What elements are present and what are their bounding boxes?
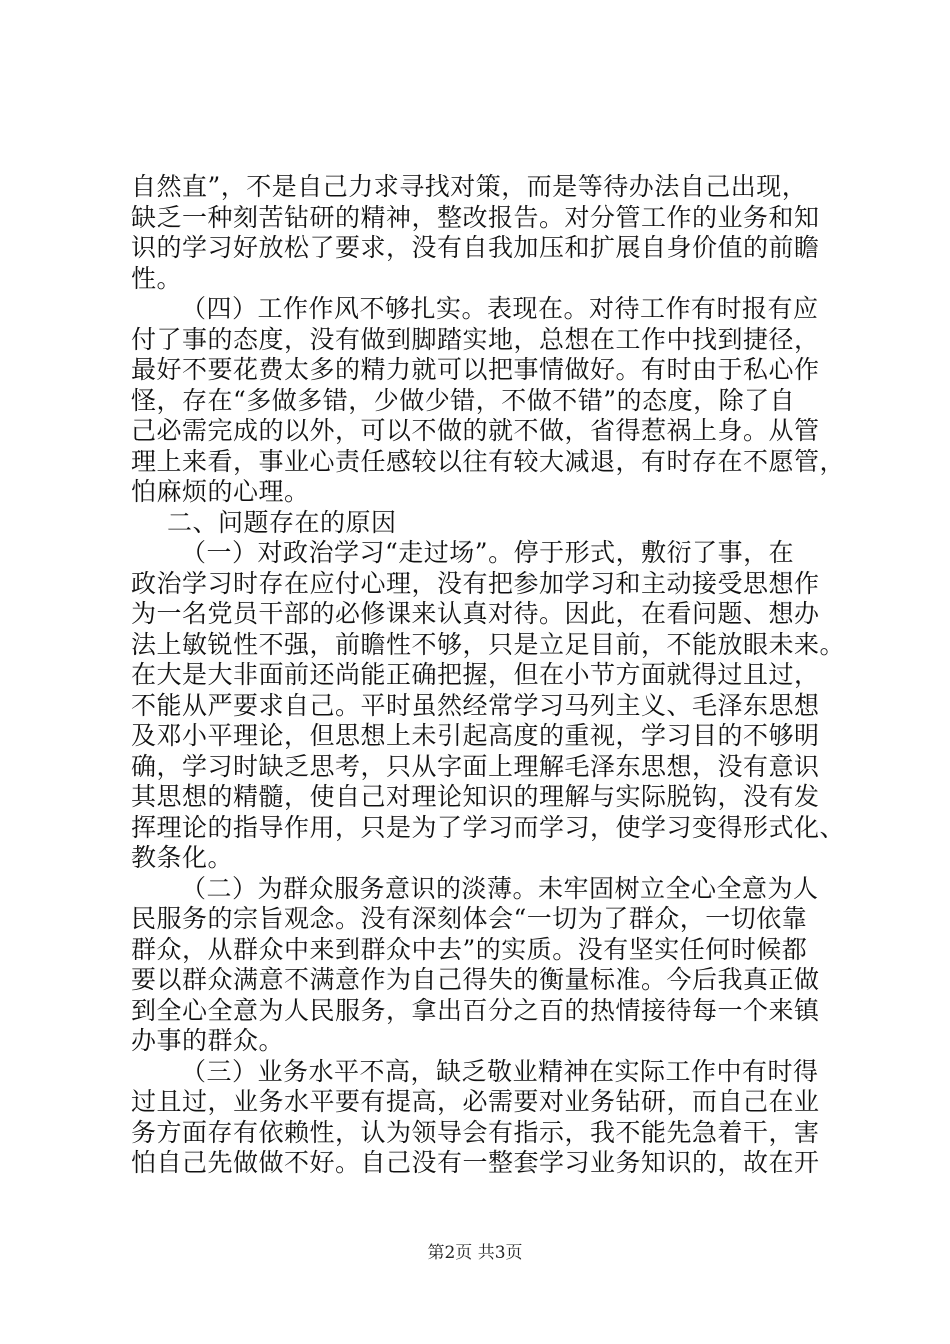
text-line: 务方面存有依赖性，认为领导会有指示，我不能先急着干，害 [131, 1117, 820, 1147]
text-line: 到全心全意为人民服务，拿出百分之百的热情接待每一个来镇 [131, 995, 820, 1025]
paragraph-start-line: （三）业务水平不高，缺乏敬业精神在实际工作中有时得 [181, 1056, 819, 1086]
paragraph-start-line: （一）对政治学习“走过场”。停于形式，敷衍了事，在 [181, 538, 795, 567]
text-line: 缺乏一种刻苦钻研的精神，整改报告。对分管工作的业务和知 [131, 202, 820, 232]
text-line: 群众，从群众中来到群众中去”的实质。没有坚实任何时候都 [131, 934, 808, 964]
text-line: 法上敏锐性不强，前瞻性不够，只是立足目前，不能放眼未来。 [131, 629, 846, 659]
text-line: 为一名党员干部的必修课来认真对待。因此，在看问题、想办 [131, 599, 820, 628]
document-body [131, 172, 846, 1179]
text-line: 怕麻烦的心理。 [131, 477, 310, 506]
text-line: 性。 [131, 263, 183, 293]
text-line: 怪，存在“多做多错，少做少错，不做不错”的态度，除了自 [131, 385, 796, 415]
text-line: 理上来看，事业心责任感较以往有较大减退，有时存在不愿管， [131, 446, 846, 476]
section-heading: 二、问题存在的原因 [167, 507, 397, 537]
text-line: 最好不要花费太多的精力就可以把事情做好。有时由于私心作 [131, 355, 820, 384]
text-line: 自然直”，不是自己力求寻找对策，而是等待办法自己出现， [131, 172, 808, 201]
text-line: 要以群众满意不满意作为自己得失的衡量标准。今后我真正做 [131, 965, 820, 994]
text-line: 其思想的精髓，使自己对理论知识的理解与实际脱钩，没有发 [131, 782, 820, 811]
text-line: 民服务的宗旨观念。没有深刻体会“一切为了群众，一切依靠 [131, 904, 808, 933]
paragraph-start-line: （二）为群众服务意识的淡薄。未牢固树立全心全意为人 [181, 873, 819, 903]
paragraph-start-line: （四）工作作风不够扎实。表现在。对待工作有时报有应 [181, 294, 819, 323]
text-line: 挥理论的指导作用，只是为了学习而学习，使学习变得形式化、 [131, 812, 846, 842]
text-line: 己必需完成的以外，可以不做的就不做，省得惹祸上身。从管 [131, 416, 820, 445]
text-line: 过且过，业务水平要有提高，必需要对业务钻研，而自己在业 [131, 1087, 820, 1116]
text-line: 怕自己先做做不好。自己没有一整套学习业务知识的，故在开 [131, 1148, 820, 1177]
text-line: 政治学习时存在应付心理，没有把参加学习和主动接受思想作 [131, 568, 820, 598]
text-line: 及邓小平理论，但思想上未引起高度的重视，学习目的不够明 [131, 721, 820, 750]
text-line: 付了事的态度，没有做到脚踏实地，总想在工作中找到捷径， [131, 324, 820, 354]
text-line: 办事的群众。 [131, 1026, 285, 1055]
page-number-footer: 第2页 共3页 [427, 1243, 523, 1263]
text-line: 教条化。 [131, 843, 234, 872]
text-line: 确，学习时缺乏思考，只从字面上理解毛泽东思想，没有意识 [131, 751, 820, 781]
text-line: 不能从严要求自己。平时虽然经常学习马列主义、毛泽东思想 [131, 690, 820, 720]
text-line: 识的学习好放松了要求，没有自我加压和扩展自身价值的前瞻 [131, 233, 820, 262]
text-line: 在大是大非面前还尚能正确把握，但在小节方面就得过且过， [131, 660, 820, 689]
